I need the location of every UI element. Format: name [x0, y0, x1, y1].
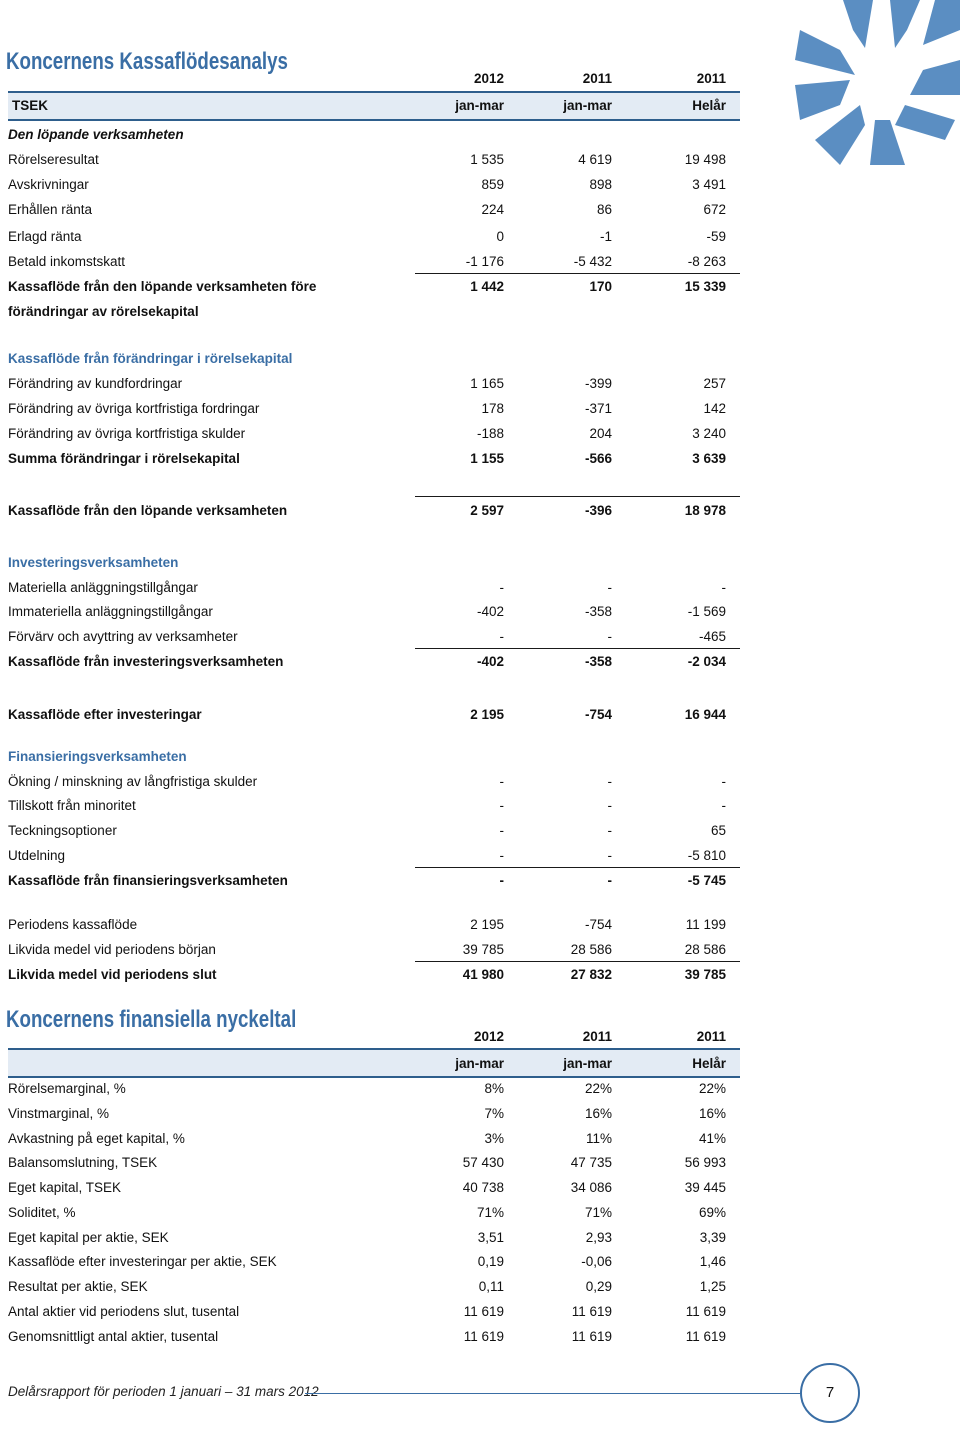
table-row: Rörelsemarginal, % 8% 22% 22% [8, 1081, 726, 1096]
divider [415, 273, 740, 274]
section-heading: Investeringsverksamheten [8, 555, 179, 570]
table-row: Eget kapital per aktie, SEK 3,51 2,93 3,39 [8, 1230, 726, 1245]
period-col-1: jan-mar [455, 98, 504, 113]
table-row: Utdelning - - -5 810 [8, 848, 726, 863]
table-row: Erhållen ränta 224 86 672 [8, 202, 726, 217]
report-footer-text: Delårsrapport för perioden 1 januari – 31 mars 2012 [8, 1384, 319, 1399]
table-row: Förändring av kundfordringar 1 165 -399 257 [8, 376, 726, 391]
table-row: Eget kapital, TSEK 40 738 34 086 39 445 [8, 1180, 726, 1195]
table-row: Förändring av övriga kortfristiga fordringar 178 -371 142 [8, 401, 726, 416]
table-row: Förändring av övriga kortfristiga skulder -188 204 3 240 [8, 426, 726, 441]
total-row: Kassaflöde efter investeringar 2 195 -754 16 944 [8, 707, 726, 722]
divider [415, 496, 740, 497]
table-row: Betald inkomstskatt -1 176 -5 432 -8 263 [8, 254, 726, 269]
table-row: Immateriella anläggningstillgångar -402 -358 -1 569 [8, 604, 726, 619]
table-row: Likvida medel vid periodens början 39 785 28 586 28 586 [8, 942, 726, 957]
table-row: Avskrivningar 859 898 3 491 [8, 177, 726, 192]
company-logo-icon [795, 0, 960, 170]
table-row: Rörelseresultat 1 535 4 619 19 498 [8, 152, 726, 167]
section-heading: Den löpande verksamheten [8, 127, 184, 142]
unit-label: TSEK [12, 98, 49, 113]
total-row: Kassaflöde från investeringsverksamheten -402 -358 -2 034 [8, 654, 726, 669]
year-col-1: 2012 [473, 71, 504, 86]
subtotal-row: Summa förändringar i rörelsekapital 1 155 -566 3 639 [8, 451, 726, 466]
year-col-2: 2011 [582, 71, 612, 86]
table-row: Vinstmarginal, % 7% 16% 16% [8, 1106, 726, 1121]
divider [415, 867, 740, 868]
cashflow-title: Koncernens Kassaflödesanalys [6, 48, 288, 75]
table-row: Kassaflöde efter investeringar per aktie, SEK 0,19 -0,06 1,46 [8, 1254, 726, 1269]
table-row: Antal aktier vid periodens slut, tusental 11 619 11 619 11 619 [8, 1304, 726, 1319]
table-row: Soliditet, % 71% 71% 69% [8, 1205, 726, 1220]
subtotal-row-continued: förändringar av rörelsekapital [8, 304, 199, 319]
divider [415, 961, 740, 962]
ratios-year-row: 2012 2011 2011 [473, 1029, 726, 1044]
table-row: Balansomslutning, TSEK 57 430 47 735 56 993 [8, 1155, 726, 1170]
cashflow-year-row [0, 68, 740, 90]
total-row: Likvida medel vid periodens slut 41 980 27 832 39 785 [8, 967, 726, 982]
section-heading: Finansieringsverksamheten [8, 749, 187, 764]
page-number: 7 [800, 1363, 860, 1423]
table-row: Tillskott från minoritet - - - [8, 798, 726, 813]
table-row: Avkastning på eget kapital, % 3% 11% 41% [8, 1131, 726, 1146]
period-col-2: jan-mar [563, 98, 612, 113]
subtotal-row: Kassaflöde från den löpande verksamheten före 1 442 170 15 339 [8, 279, 726, 294]
table-row: Ökning / minskning av långfristiga skulder - - - [8, 774, 726, 789]
section-heading: Kassaflöde från förändringar i rörelsekapital [8, 351, 293, 366]
ratios-title: Koncernens finansiella nyckeltal [6, 1006, 297, 1033]
table-row: Resultat per aktie, SEK 0,11 0,29 1,25 [8, 1279, 726, 1294]
table-row: Materiella anläggningstillgångar - - - [8, 580, 726, 595]
table-row: Teckningsoptioner - - 65 [8, 823, 726, 838]
ratios-period-row: jan-mar jan-mar Helår [455, 1056, 726, 1071]
table-row: Förvärv och avyttring av verksamheter - - -465 [8, 629, 726, 644]
table-row: Erlagd ränta 0 -1 -59 [8, 229, 726, 244]
table-row: Genomsnittligt antal aktier, tusental 11 619 11 619 11 619 [8, 1329, 726, 1344]
total-row: Kassaflöde från finansieringsverksamheten - - -5 745 [8, 873, 726, 888]
cashflow-period-row [0, 95, 740, 117]
period-col-3: Helår [692, 98, 726, 113]
year-col-3: 2011 [696, 71, 726, 86]
divider [415, 648, 740, 649]
footer-divider [305, 1393, 800, 1394]
table-row: Periodens kassaflöde 2 195 -754 11 199 [8, 917, 726, 932]
total-row: Kassaflöde från den löpande verksamheten 2 597 -396 18 978 [8, 503, 726, 518]
